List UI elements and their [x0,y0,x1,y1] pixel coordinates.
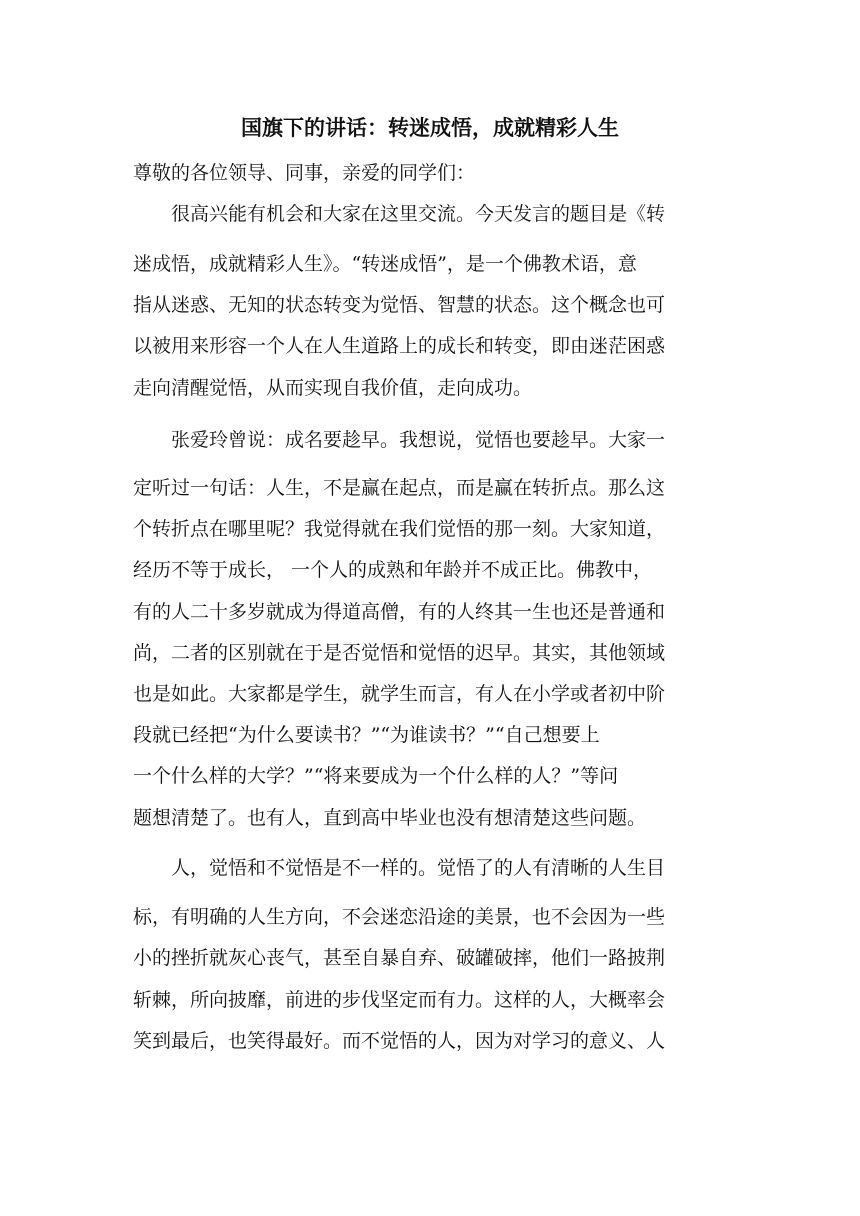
paragraph-line: 个转折点在哪里呢？我觉得就在我们觉悟的那一刻。大家知道， [133,518,666,540]
paragraph-line: 经历不等于成长， 一个人的成熟和年龄并不成正比。佛教中， [133,559,653,581]
paragraph-line: 迷成悟，成就精彩人生》。“转迷成悟”，是一个佛教术语，意 [133,253,637,275]
paragraph-line: 也是如此。大家都是学生，就学生而言，有人在小学或者初中阶 [133,683,666,705]
paragraph-line: 题想清楚了。也有人，直到高中毕业也没有想清楚这些问题。 [133,807,647,829]
paragraph-line: 小的挫折就灰心丧气，甚至自暴自弃、破罐破摔，他们一路披荆 [133,947,666,969]
paragraph-line: 人，觉悟和不觉悟是不一样的。觉悟了的人有清晰的人生目 [133,857,666,879]
paragraph-line: 很高兴能有机会和大家在这里交流。今天发言的题目是《转 [133,203,666,225]
paragraph-line: 有的人二十多岁就成为得道高僧，有的人终其一生也还是普通和 [133,601,666,623]
paragraph-line: 段就已经把“为什么要读书？”“为谁读书？”“自己想要上 [133,724,600,746]
paragraph-line: 斩棘，所向披靡，前进的步伐坚定而有力。这样的人，大概率会 [133,989,666,1011]
paragraph-line: 定听过一句话：人生，不是赢在起点，而是赢在转折点。那么这 [133,477,666,499]
document-title: 国旗下的讲话：转迷成悟，成就精彩人生 [241,115,619,140]
paragraph-line: 张爱玲曾说：成名要趁早。我想说，觉悟也要趁早。大家一 [133,429,666,451]
paragraph-line: 尚，二者的区别就在于是否觉悟和觉悟的迟早。其实，其他领域 [133,642,666,664]
paragraph-line: 一个什么样的大学？”“将来要成为一个什么样的人？”等问 [133,765,619,787]
paragraph-line: 指从迷惑、无知的状态转变为觉悟、智慧的状态。这个概念也可 [133,294,666,316]
paragraph-line: 走向清醒觉悟，从而实现自我价值，走向成功。 [133,377,533,399]
salutation: 尊敬的各位领导、同事，亲爱的同学们： [133,162,476,184]
paragraph-line: 笑到最后，也笑得最好。而不觉悟的人，因为对学习的意义、人 [133,1030,666,1052]
paragraph-line: 标，有明确的人生方向，不会迷恋沿途的美景，也不会因为一些 [133,906,666,928]
paragraph-line: 以被用来形容一个人在人生道路上的成长和转变，即由迷茫困惑 [133,335,666,357]
